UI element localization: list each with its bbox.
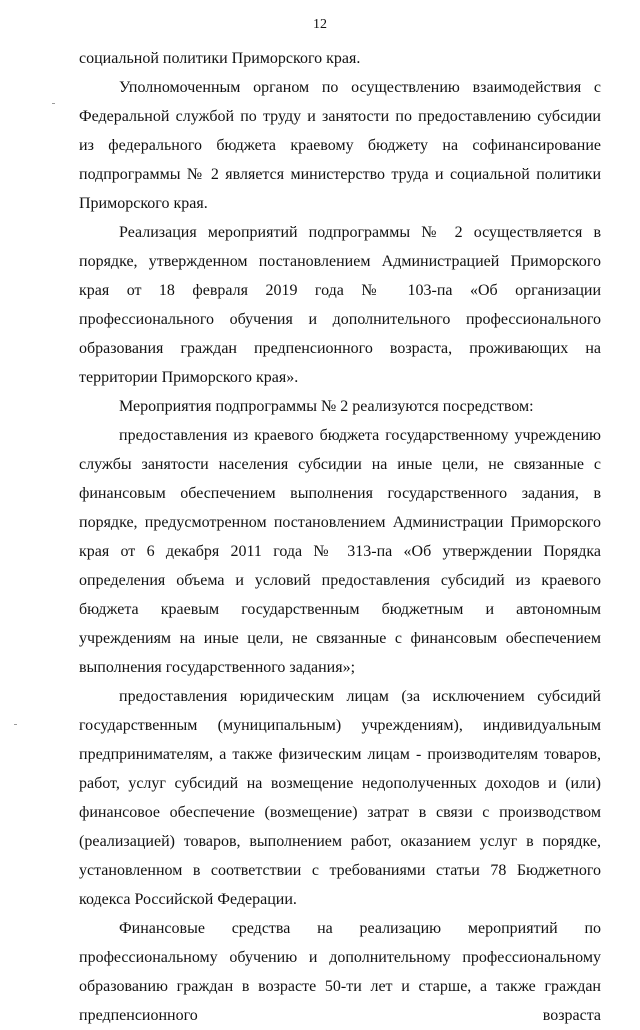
paragraph-6: предоставления юридическим лицам (за исключением субсидий государственным (муниципальным) учреждениям), индивидуальным предпринимателям, а также физическим лицам - производителям товаров, работ, услуг субсидий на возмещение недополученных доходов и (или) финансовое обеспечение (возмещение) затрат в связи с производством (реализацией) товаров, выполнением работ, оказанием услуг в порядке, установленном в соответствии с требованиями статьи 78 Бюджетного кодекса Российской Федерации. (79, 688, 601, 908)
margin-mark-top (52, 103, 55, 104)
paragraph-2: Уполномоченным органом по осуществлению взаимодействия с Федеральной службой по труду и занятости по предоставлению субсидии из федерального бюджета краевому бюджету на софинансирование подпрограммы № 2 является министерство труда и социальной политики Приморского края. (79, 79, 601, 212)
margin-mark-bottom (14, 724, 17, 725)
paragraph-1: социальной политики Приморского края. (79, 50, 361, 67)
paragraph-4: Мероприятия подпрограммы № 2 реализуются посредством: (119, 398, 534, 415)
paragraph-7: Финансовые средства на реализацию мероприятий по профессиональному обучению и дополнительному профессиональному образованию граждан в возрасте 50-ти лет и старше, а также граждан предпенсионного возраста (79, 920, 601, 1024)
paragraph-5: предоставления из краевого бюджета государственному учреждению службы занятости населения субсидии на иные цели, не связанные с финансовым обеспечением выполнения государственного задания, в порядке, предусмотренном постановлением Администрации Приморского края от 6 декабря 2011 года № 313-па «Об утверждении Порядка определения объема и условий предоставления субсидий из краевого бюджета краевым государственным бюджетным и автономным учреждениям на иные цели, не связанные с финансовым обеспечением выполнения государственного задания»; (79, 427, 601, 676)
page-number: 12 (313, 17, 327, 32)
body-text (79, 44, 601, 1030)
paragraph-3: Реализация мероприятий подпрограммы № 2 осуществляется в порядке, утвержденном постановлением Администрацией Приморского края от 18 февраля 2019 года № 103-па «Об организации профессионального обучения и дополнительного профессионального образования граждан предпенсионного возраста, проживающих на территории Приморского края». (79, 224, 601, 386)
